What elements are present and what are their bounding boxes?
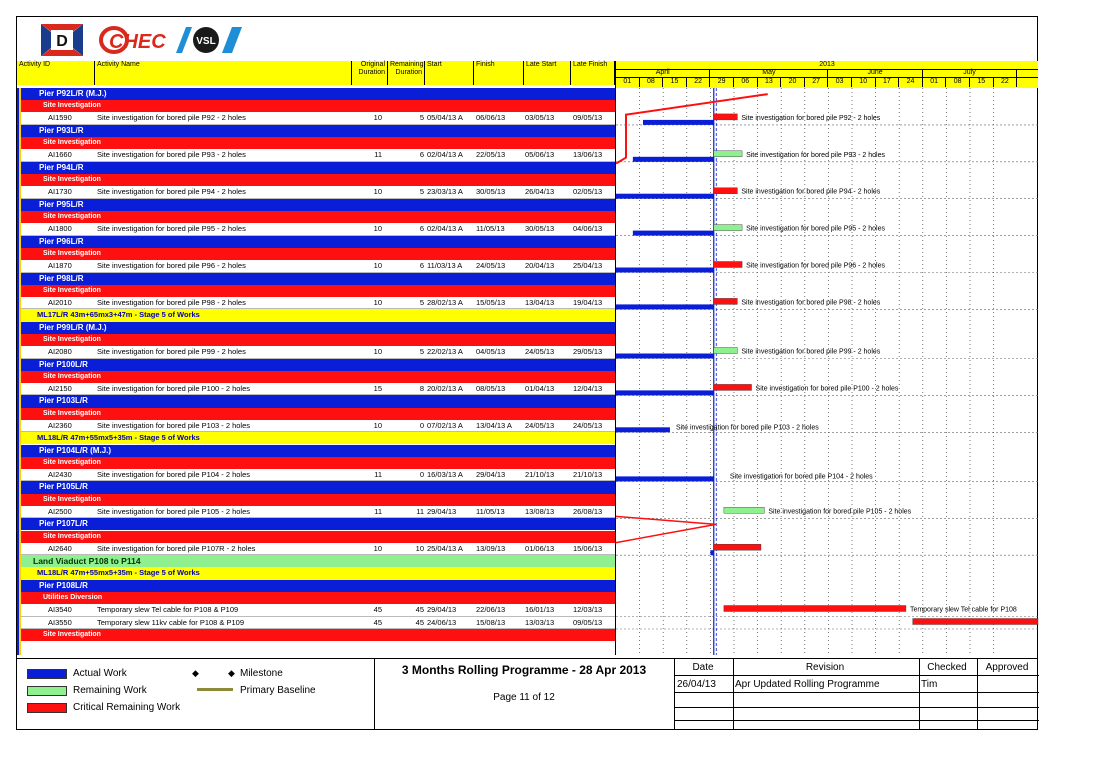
late-finish: 12/04/13 [573, 383, 603, 393]
start-date: 05/04/13 A [427, 113, 463, 123]
activity-name: Site investigation for bored pile P103 - 2 holes [97, 420, 251, 430]
timescale [615, 61, 1038, 88]
activity-name: Site investigation for bored pile P94 - 2 holes [97, 187, 246, 197]
remaining-duration: 11 [416, 506, 424, 516]
actual-bar [616, 427, 670, 432]
wbs-label: ML18L/R 47m+55mx5+35m - Stage 5 of Works [37, 433, 200, 443]
original-duration: 10 [373, 187, 382, 197]
finish-date: 11/05/13 [476, 224, 505, 234]
revision-checked: Tim [921, 679, 938, 690]
start-date: 29/04/13 [427, 506, 457, 516]
finish-date: 29/04/13 [476, 469, 506, 479]
bar-label: Site investigation for bored pile P92 - 2 holes [741, 114, 881, 122]
remaining-duration: 45 [415, 617, 424, 627]
legend-baseline-swatch [197, 688, 233, 691]
wbs-group-row[interactable] [17, 445, 615, 457]
activity-id: AI1870 [48, 261, 72, 270]
critical-bar [714, 298, 738, 304]
actual-bar [616, 476, 714, 481]
col-remaining-duration[interactable]: Remaining Duration [388, 61, 425, 85]
original-duration: 10 [373, 297, 382, 307]
activity-name: Site investigation for bored pile P93 - 2 holes [97, 150, 246, 160]
wbs-group-row[interactable] [17, 88, 615, 100]
timescale-year: 2013 [616, 61, 1038, 70]
wbs-label: Pier P94L/R [39, 162, 84, 172]
activity-name: Site investigation for bored pile P95 - 2 holes [97, 224, 246, 234]
wbs-label: Pier P98L/R [39, 273, 84, 283]
activity-name: Site investigation for bored pile P98 - 2 holes [97, 297, 246, 307]
wbs-label: Pier P104L/R (M.J.) [39, 445, 112, 455]
activity-row[interactable] [17, 112, 615, 125]
col-finish[interactable]: Finish [474, 61, 524, 85]
wbs-label: Pier P99L/R (M.J.) [39, 322, 107, 332]
bar-label: Temporary slew Tel cable for P108 [909, 606, 1017, 614]
legend-critical-swatch [27, 703, 67, 713]
wbs-label: Land Viaduct P108 to P114 [33, 556, 141, 567]
legend-milestone-label: Milestone [240, 668, 283, 679]
wbs-subgroup-row[interactable] [17, 494, 615, 506]
wbs-subgroup-row[interactable] [17, 100, 615, 112]
revision-description: Apr Updated Rolling Programme [735, 679, 880, 690]
bar-label: Site investigation for bored pile P96 - 2 holes [746, 262, 886, 270]
wbs-group-row[interactable] [17, 125, 615, 137]
wbs-subgroup-row[interactable] [17, 248, 615, 260]
actual-bar [616, 354, 714, 359]
activity-id: AI1730 [48, 187, 72, 197]
remaining-duration: 5 [419, 113, 424, 123]
gantt-chart [615, 88, 1038, 655]
timescale-week: 22 [994, 77, 1018, 87]
activity-name: Site investigation for bored pile P96 - 2 holes [97, 261, 246, 270]
original-duration: 11 [374, 150, 382, 160]
wbs-group-row[interactable] [17, 555, 615, 567]
original-duration: 10 [373, 543, 382, 553]
wbs-group-row[interactable] [17, 395, 615, 407]
late-start: 24/05/13 [525, 347, 555, 356]
timescale-week: 22 [687, 77, 711, 87]
timescale-week: 27 [805, 77, 829, 87]
late-start: 30/05/13 [525, 224, 555, 234]
wbs-group-row[interactable] [17, 322, 615, 334]
activity-row[interactable] [17, 260, 615, 273]
remaining-duration: 6 [419, 224, 424, 234]
late-finish: 04/06/13 [573, 224, 603, 234]
legend-critical-label: Critical Remaining Work [73, 702, 181, 713]
wbs-label: Pier P108L/R [39, 580, 88, 590]
original-duration: 10 [373, 261, 382, 270]
start-date: 07/02/13 A [427, 420, 463, 430]
activity-row[interactable] [17, 149, 615, 162]
wbs-label: Site Investigation [43, 249, 101, 257]
wbs-group-row[interactable] [17, 236, 615, 248]
timescale-week: 01 [923, 77, 947, 87]
wbs-label: Site Investigation [43, 286, 101, 294]
checked-header: Checked [927, 662, 967, 673]
timescale-week: 06 [734, 77, 758, 87]
actual-bar [633, 231, 714, 236]
original-duration: 45 [373, 605, 382, 614]
col-activity-name[interactable]: Activity Name [95, 61, 352, 85]
activity-row[interactable] [17, 469, 615, 482]
late-start: 20/04/13 [525, 261, 555, 270]
wbs-subgroup-row[interactable] [17, 592, 615, 604]
activity-id: AI2010 [48, 297, 72, 307]
wbs-group-row[interactable] [17, 162, 615, 174]
remaining-bar [714, 225, 742, 231]
timescale-week: 10 [852, 77, 876, 87]
wbs-label: Site Investigation [43, 372, 101, 380]
late-finish: 21/10/13 [573, 469, 603, 479]
bar-label: Site investigation for bored pile P105 - 2 holes [768, 508, 912, 516]
activity-row[interactable] [17, 506, 615, 519]
timescale-month: July [923, 69, 1017, 77]
wbs-group-row[interactable] [17, 518, 615, 530]
bar-label: Site investigation for bored pile P100 - 2 holes [755, 385, 899, 393]
activity-row[interactable] [17, 297, 615, 310]
timescale-week: 29 [710, 77, 734, 87]
actual-bar [633, 157, 714, 162]
bar-label: Site investigation for bored pile P104 - 2 holes [729, 473, 873, 481]
finish-date: 06/06/13 [476, 113, 506, 123]
timescale-week: 15 [970, 77, 994, 87]
revision-date: 26/04/13 [677, 679, 716, 690]
late-start: 03/05/13 [525, 113, 555, 123]
late-start: 01/04/13 [525, 383, 555, 393]
bar-label: Site investigation for bored pile P103 - 2 holes [675, 424, 819, 432]
late-start: 13/03/13 [525, 617, 555, 627]
late-finish: 29/05/13 [573, 347, 603, 356]
timescale-month: May [710, 69, 828, 77]
svg-text:VSL: VSL [196, 36, 216, 47]
late-finish: 09/05/13 [573, 617, 603, 627]
start-date: 02/04/13 A [427, 224, 463, 234]
report-title: 3 Months Rolling Programme - 28 Apr 2013 [401, 663, 647, 677]
late-start: 13/08/13 [525, 506, 555, 516]
wbs-group-row[interactable] [17, 273, 615, 285]
remaining-duration: 5 [419, 347, 424, 356]
activity-name: Site investigation for bored pile P104 - 2 holes [97, 469, 251, 479]
wbs-subgroup-row[interactable] [17, 629, 615, 641]
activity-row[interactable] [17, 543, 615, 556]
wbs-group-row[interactable] [17, 309, 615, 321]
col-late-finish[interactable]: Late Finish [571, 61, 615, 85]
activity-id: AI2500 [48, 506, 72, 516]
activity-id: AI3550 [48, 617, 72, 627]
wbs-subgroup-row[interactable] [17, 211, 615, 223]
col-late-start[interactable]: Late Start [524, 61, 571, 85]
finish-date: 04/05/13 [476, 347, 506, 356]
late-start: 24/05/13 [525, 420, 555, 430]
finish-date: 22/05/13 [476, 150, 506, 160]
wbs-subgroup-row[interactable] [17, 408, 615, 420]
wbs-subgroup-row[interactable] [17, 371, 615, 383]
remaining-duration: 10 [415, 543, 424, 553]
logo-chec [100, 25, 166, 55]
remaining-bar [724, 507, 764, 513]
diamond-icon: ◆ [192, 668, 199, 678]
wbs-subgroup-row[interactable] [17, 457, 615, 469]
activity-id: AI2150 [48, 383, 72, 393]
timescale-week: 17 [876, 77, 900, 87]
wbs-label: Site Investigation [43, 335, 101, 343]
wbs-label: Site Investigation [43, 631, 101, 638]
wbs-label: Site Investigation [43, 102, 101, 110]
finish-date: 13/04/13 A [476, 420, 512, 430]
remaining-duration: 5 [419, 187, 424, 197]
activity-row[interactable] [17, 223, 615, 236]
activity-name: Site investigation for bored pile P92 - 2 holes [97, 113, 246, 123]
wbs-label: Pier P95L/R [39, 199, 84, 209]
logo-d [39, 22, 85, 58]
activity-name: Site investigation for bored pile P100 - 2 holes [97, 383, 251, 393]
bar-label: Site investigation for bored pile P94 - 2 holes [741, 188, 881, 196]
timescale-month: June [828, 69, 922, 77]
start-date: 16/03/13 A [427, 469, 463, 479]
timescale-week: 08 [640, 77, 664, 87]
late-start: 13/04/13 [525, 297, 555, 307]
svg-text:CHEC: CHEC [109, 31, 166, 53]
wbs-group-row[interactable] [17, 481, 615, 493]
original-duration: 45 [373, 617, 382, 627]
wbs-label: Site Investigation [43, 495, 101, 503]
finish-date: 08/05/13 [476, 383, 506, 393]
activity-name: Temporary slew Tel cable for P108 & P109 [97, 605, 239, 614]
col-start[interactable]: Start [425, 61, 474, 85]
bar-label: Site investigation for bored pile P98 - 2 holes [741, 299, 881, 307]
finish-date: 30/05/13 [476, 187, 506, 197]
critical-bar [724, 606, 906, 612]
activity-id: AI2080 [48, 347, 72, 356]
wbs-label: Site Investigation [43, 409, 101, 417]
revision-header: Revision [805, 662, 845, 673]
diamond-icon: ◆ [228, 668, 235, 678]
wbs-subgroup-row[interactable] [17, 137, 615, 149]
svg-text:D: D [56, 33, 68, 50]
finish-date: 24/05/13 [476, 261, 506, 270]
start-date: 22/02/13 A [427, 347, 463, 356]
row-strip [17, 88, 21, 655]
wbs-label: Pier P93L/R [39, 125, 84, 135]
late-finish: 24/05/13 [573, 420, 603, 430]
start-date: 24/06/13 [427, 617, 457, 627]
timescale-week: 13 [758, 77, 782, 87]
wbs-label: Site Investigation [43, 212, 101, 220]
finish-date: 15/08/13 [476, 617, 506, 627]
bar-label: Site investigation for bored pile P99 - 2 holes [741, 348, 881, 356]
start-date: 11/03/13 A [427, 261, 463, 270]
finish-date: 11/05/13 [476, 506, 505, 516]
late-finish: 26/08/13 [573, 506, 603, 516]
original-duration: 15 [373, 383, 382, 393]
timescale-week: 24 [899, 77, 923, 87]
wbs-subgroup-row[interactable] [17, 334, 615, 346]
wbs-subgroup-row[interactable] [17, 531, 615, 543]
timescale-week: 01 [616, 77, 640, 87]
critical-bar [714, 384, 752, 390]
timescale-week: 20 [781, 77, 805, 87]
activity-row[interactable] [17, 604, 615, 617]
wbs-label: Site Investigation [43, 458, 101, 466]
remaining-duration: 0 [419, 469, 424, 479]
approved-header: Approved [985, 662, 1029, 673]
wbs-group-row[interactable] [17, 567, 615, 579]
start-date: 23/03/13 A [427, 187, 463, 197]
activity-id: AI1800 [48, 224, 72, 234]
legend-actual-swatch [27, 669, 67, 679]
wbs-label: ML17L/R 43m+65mx3+47m - Stage 5 of Works [37, 310, 200, 320]
relationship-line [616, 94, 768, 163]
activity-id: AI2640 [48, 543, 72, 553]
legend-actual-label: Actual Work [73, 668, 127, 679]
wbs-group-row[interactable] [17, 580, 615, 592]
remaining-bar [714, 151, 742, 157]
start-date: 02/04/13 A [427, 150, 463, 160]
wbs-label: Site Investigation [43, 532, 101, 540]
wbs-label: Pier P103L/R [39, 396, 88, 406]
start-date: 20/02/13 A [427, 383, 463, 393]
late-finish: 15/06/13 [573, 543, 603, 553]
col-activity-id[interactable]: Activity ID [17, 61, 95, 85]
timescale-week: 03 [828, 77, 852, 87]
late-start: 26/04/13 [525, 187, 555, 197]
late-finish: 09/05/13 [573, 113, 603, 123]
activity-id: AI2430 [48, 469, 72, 479]
activity-row[interactable] [17, 420, 615, 433]
original-duration: 10 [373, 224, 382, 234]
actual-bar [616, 194, 714, 199]
critical-bar [714, 188, 738, 194]
activity-id: AI3540 [48, 605, 72, 614]
activity-row[interactable] [17, 383, 615, 396]
wbs-label: Pier P105L/R [39, 482, 88, 492]
actual-bar [616, 390, 714, 395]
start-date: 29/04/13 [427, 605, 457, 614]
timescale-week: 15 [663, 77, 687, 87]
activity-name: Site investigation for bored pile P107R - 2 holes [97, 543, 256, 553]
actual-bar [710, 550, 713, 555]
late-start: 21/10/13 [525, 469, 555, 479]
wbs-label: Utilities Diversion [43, 593, 103, 601]
late-finish: 19/04/13 [573, 297, 603, 307]
activity-name: Site investigation for bored pile P99 - 2 holes [97, 347, 246, 356]
activity-name: Temporary slew 11kv cable for P108 & P109 [97, 617, 245, 627]
wbs-label: Site Investigation [43, 176, 101, 183]
critical-bar [714, 262, 742, 268]
finish-date: 13/09/13 [476, 543, 506, 553]
wbs-label: Pier P107L/R [39, 519, 88, 529]
activity-id: AI2360 [48, 420, 72, 430]
late-finish: 12/03/13 [573, 605, 603, 614]
start-date: 25/04/13 A [427, 543, 463, 553]
original-duration: 10 [373, 113, 382, 123]
late-finish: 02/05/13 [573, 187, 603, 197]
wbs-subgroup-row[interactable] [17, 285, 615, 297]
legend-remaining-swatch [27, 686, 67, 696]
date-header: Date [692, 662, 714, 673]
wbs-label: Site Investigation [43, 139, 101, 147]
late-start: 01/06/13 [525, 543, 555, 553]
wbs-group-row[interactable] [17, 359, 615, 371]
actual-bar [643, 120, 714, 125]
wbs-label: Pier P92L/R (M.J.) [39, 89, 107, 98]
activity-row[interactable] [17, 186, 615, 199]
remaining-duration: 6 [419, 150, 424, 160]
legend-remaining-label: Remaining Work [73, 685, 147, 696]
critical-bar [714, 114, 738, 120]
critical-bar [913, 619, 1038, 625]
wbs-label: Pier P100L/R [39, 359, 88, 369]
wbs-label: Pier P96L/R [39, 236, 84, 246]
late-start: 16/01/13 [525, 605, 555, 614]
late-start: 05/06/13 [525, 150, 555, 160]
wbs-label: ML18L/R 47m+55mx5+35m - Stage 5 of Works [37, 568, 200, 578]
bar-label: Site investigation for bored pile P95 - 2 holes [746, 225, 886, 233]
original-duration: 10 [373, 347, 382, 356]
finish-date: 22/06/13 [476, 605, 506, 614]
activity-id: AI1590 [48, 113, 72, 123]
activity-row[interactable] [17, 617, 615, 630]
actual-bar [616, 268, 714, 273]
wbs-group-row[interactable] [17, 199, 615, 211]
activity-name: Site investigation for bored pile P105 - 2 holes [97, 506, 251, 516]
remaining-duration: 5 [419, 297, 424, 307]
remaining-duration: 6 [419, 261, 424, 270]
col-original-duration[interactable]: Original Duration [352, 61, 388, 85]
remaining-duration: 8 [419, 383, 424, 393]
bar-label: Site investigation for bored pile P93 - 2 holes [746, 151, 886, 159]
remaining-bar [714, 348, 738, 354]
activity-row[interactable] [17, 346, 615, 359]
actual-bar [616, 304, 714, 309]
legend-baseline-label: Primary Baseline [240, 685, 316, 696]
original-duration: 11 [374, 469, 382, 479]
late-finish: 25/04/13 [573, 261, 603, 270]
finish-date: 15/05/13 [476, 297, 506, 307]
original-duration: 10 [373, 420, 382, 430]
remaining-duration: 45 [415, 605, 424, 614]
logo-vsl [170, 25, 244, 55]
page-number: Page 11 of 12 [493, 692, 555, 703]
activity-id: AI1660 [48, 150, 72, 160]
timescale-week: 08 [946, 77, 970, 87]
remaining-duration: 0 [419, 420, 424, 430]
start-date: 28/02/13 A [427, 297, 463, 307]
critical-bar [714, 544, 761, 550]
late-finish: 13/06/13 [573, 150, 603, 160]
relationship-line [616, 516, 716, 542]
wbs-subgroup-row[interactable] [17, 174, 615, 186]
original-duration: 11 [374, 506, 382, 516]
timescale-month: April [616, 69, 710, 77]
wbs-group-row[interactable] [17, 432, 615, 444]
